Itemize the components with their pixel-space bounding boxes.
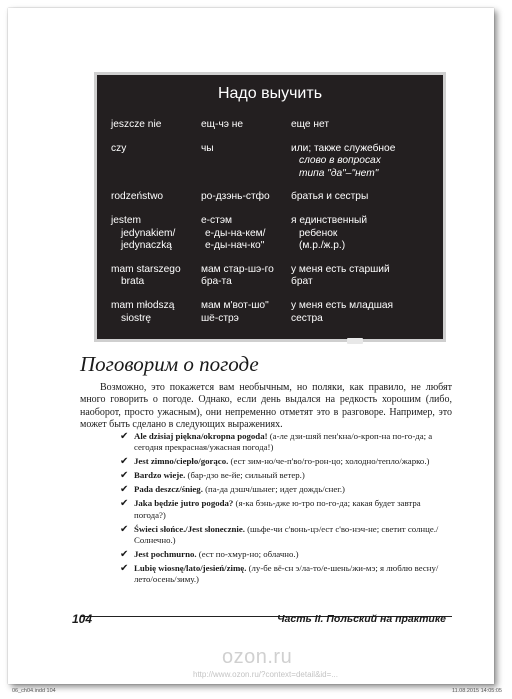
vocab-row	[111, 191, 441, 204]
vocab-row	[111, 143, 441, 181]
translation-line: ребенок	[299, 227, 338, 239]
polish-word-line: jedynakiem/	[121, 227, 176, 239]
polish-word-line: siostrę	[121, 312, 152, 324]
pronunciation-line: ро-дзэнь-стфо	[201, 191, 270, 203]
translation-line: сестра	[291, 312, 323, 324]
phrase-item	[120, 563, 452, 585]
vocab-table	[111, 119, 441, 325]
translation	[291, 215, 441, 253]
phrase-translation: (лу-бе вё-сн э/ла-то/е-шень/жи-мэ; я люблю весну/лето/осень/зиму.)	[134, 562, 439, 585]
pronunciation-line: бра-та	[201, 276, 232, 288]
polish-word-line: brata	[121, 276, 145, 288]
translation-line: или; также служебное	[291, 142, 396, 154]
phrase-translation: (я-ка бэнь-дже ю-тро по-го-да; какая будет завтра погода?)	[134, 498, 421, 520]
pronunciation-line: е-стэм	[201, 214, 233, 226]
polish-word-line: jestem	[111, 214, 142, 226]
polish-word-line: jeszcze nie	[111, 119, 162, 130]
section-intro: Возможно, это покажется вам необычным, но поляки, как правило, не любят много говорить о погоде. Однако, если день выдался на редкость хорошим (либо, наоборот, просто ужасным), они непременно отметят это в разговоре. Например, это может быть сделано в следующих выражениях.	[80, 382, 452, 430]
chalk-piece	[347, 338, 363, 344]
checkmark-icon: ✔	[120, 431, 129, 442]
checkmark-icon: ✔	[120, 456, 129, 468]
phrase-polish: Jest zimno/ciepło/gorąco.	[134, 456, 229, 467]
phrase-list	[120, 431, 452, 588]
translation-line: у меня есть младшая	[291, 299, 394, 311]
pronunciation-line: ещ-чэ не	[201, 119, 244, 130]
part-title: Часть II. Польский на практике	[277, 613, 446, 625]
phrase-polish: Pada deszcz/śnieg.	[134, 484, 203, 495]
phrase-item	[120, 524, 452, 546]
translation-line: у меня есть старший	[291, 263, 390, 275]
phrase-translation: (а-ле дзи-шяй пен'кна/о-кроп-на по-го-да; а сегодня прекрасная/ужасная погода!)	[134, 431, 433, 453]
pronunciation-line: е-ды-нач-ко"	[205, 240, 265, 252]
translation	[291, 143, 441, 181]
pronunciation-line: чы	[201, 142, 214, 154]
board-title: Надо выучить	[217, 85, 323, 102]
checkmark-icon: ✔	[120, 548, 129, 560]
phrase-polish: Jest pochmurno.	[134, 548, 197, 559]
phrase-polish: Lubię wiosnę/lato/jesień/zimę.	[134, 562, 247, 573]
watermark-brand: ozon.ru	[222, 646, 293, 668]
chalkboard	[94, 72, 446, 342]
translation-line: (м.р./ж.р.)	[299, 240, 346, 252]
polish-word-line: rodzeństwo	[111, 191, 164, 203]
polish-word	[111, 143, 201, 181]
translation	[291, 264, 441, 289]
polish-word-line: mam młodszą	[111, 299, 175, 311]
phrase-polish: Jaka będzie jutro pogoda?	[134, 498, 234, 509]
pronunciation-line: мам стар-шэ-го	[201, 263, 274, 275]
checkmark-icon: ✔	[120, 562, 129, 574]
translation	[291, 119, 441, 132]
pronunciation	[201, 300, 291, 325]
print-slug-date: 11.08.2015 14:05:05	[451, 688, 502, 694]
checkmark-icon: ✔	[120, 523, 129, 535]
polish-word-line: jedynaczką	[121, 240, 172, 252]
vocab-row	[111, 215, 441, 253]
phrase-item	[120, 498, 452, 520]
phrase-item	[120, 456, 452, 467]
polish-word	[111, 119, 201, 132]
phrase-polish: Ale dzisiaj piękna/okropna pogoda!	[134, 431, 268, 441]
page-number: 104	[72, 612, 93, 626]
phrase-item	[120, 549, 452, 560]
phrase-translation: (па-да дэшч/шьнег; идет дождь/снег.)	[202, 484, 345, 495]
phrase-translation: (ест зим-но/че-п'во/го-рон-цо; холодно/тепло/жарко.)	[228, 456, 430, 467]
print-slug-file: 06_ch04.indd 104	[12, 688, 56, 694]
pronunciation-line: мам м'вот-шо"	[201, 299, 269, 311]
phrase-translation: (ест по-хмур-но; облачно.)	[196, 548, 299, 559]
translation-line: брат	[291, 276, 313, 288]
translation-line: братья и сестры	[291, 191, 369, 203]
checkmark-icon: ✔	[120, 484, 129, 496]
phrase-item	[120, 470, 452, 481]
book-page	[8, 8, 494, 684]
phrase-translation: (бар-дзо ве-йе; сильный ветер.)	[185, 470, 305, 481]
phrase-polish: Świeci słońce./Jest słonecznie.	[134, 523, 245, 534]
pronunciation	[201, 191, 291, 204]
phrase-translation: (шьфе-чи с'вонь-цэ/ест с'во-нэч-не; светит солнце./Солнечно.)	[134, 523, 439, 545]
vocab-row	[111, 119, 441, 132]
pronunciation	[201, 215, 291, 253]
phrase-item	[120, 484, 452, 495]
translation-line: слово в вопросах	[299, 155, 381, 167]
vocab-row	[111, 300, 441, 325]
polish-word-line: mam starszego	[111, 263, 181, 275]
translation-line: я единственный	[291, 214, 368, 226]
pronunciation	[201, 264, 291, 289]
phrase-polish: Bardzo wieje.	[134, 470, 186, 481]
pronunciation-line: шё-стрэ	[201, 312, 239, 324]
polish-word	[111, 300, 201, 325]
translation-line: типа "да"–"нет"	[299, 167, 379, 179]
checkmark-icon: ✔	[120, 470, 129, 482]
checkmark-icon: ✔	[120, 498, 129, 510]
pronunciation	[201, 143, 291, 181]
polish-word-line: czy	[111, 142, 127, 154]
polish-word	[111, 191, 201, 204]
translation	[291, 191, 441, 204]
section-heading: Поговорим о погоде	[80, 352, 259, 376]
phrase-item	[120, 431, 452, 453]
translation-line: еще нет	[291, 119, 330, 130]
pronunciation	[201, 119, 291, 132]
pronunciation-line: е-ды-на-кем/	[205, 227, 266, 239]
watermark-url: http://www.ozon.ru/?context=detail&id=...	[193, 670, 338, 679]
vocab-row	[111, 264, 441, 289]
polish-word	[111, 264, 201, 289]
translation	[291, 300, 441, 325]
polish-word	[111, 215, 201, 253]
